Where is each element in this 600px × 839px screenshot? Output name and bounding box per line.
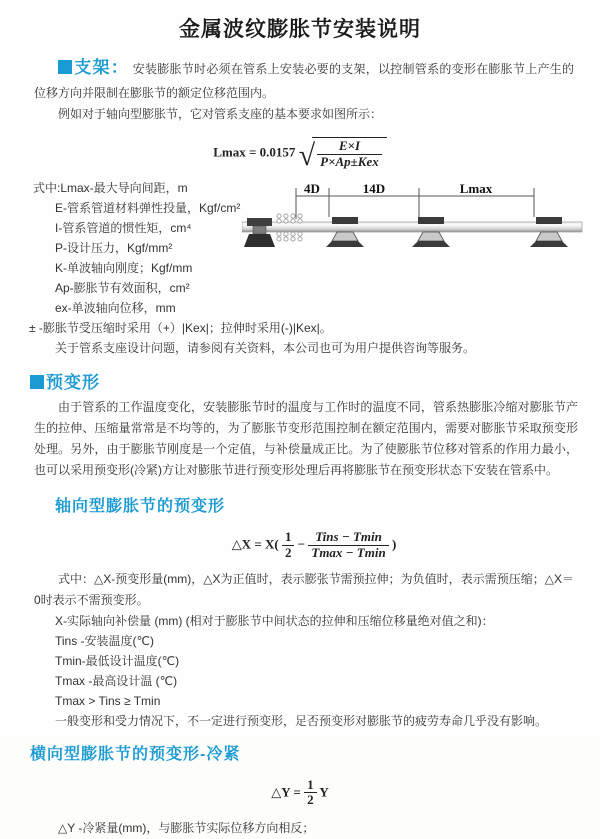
support-example-line: 例如对于轴向型膨胀节，它对管系支座的基本要求如图所示： — [58, 106, 383, 121]
deltay-denominator: 2 — [304, 792, 317, 808]
anchor-support — [244, 218, 275, 247]
preform-heading-label: 预变形 — [46, 372, 100, 392]
preform-section-heading — [30, 368, 600, 393]
definition-line: P-设计压力，Kgf/mm² — [55, 240, 173, 255]
definition-line: ± -膨胀节受压缩时采用（+）|Kex|；拉伸时采用(-)|Kex|。 — [29, 320, 332, 335]
deltax-half-num: 1 — [284, 528, 292, 544]
deltay-rhs: Y — [319, 783, 329, 799]
axial-note-line: 一般变形和受力情况下，不一定进行预变形，足否预变形对膨胀节的疲劳寿命几乎没有影响。 — [55, 713, 548, 728]
deltay-lhs: △Y = — [271, 783, 301, 799]
definitions-and-diagram — [0, 178, 600, 318]
sqrt-radical — [299, 137, 387, 170]
axial-note-line: Tmax > Tins ≥ Tmin — [55, 693, 161, 708]
deltay-formula — [0, 778, 600, 809]
definition-line: 式中:Lmax-最大导向间距，m — [33, 180, 188, 195]
support-section-heading: 支架： — [74, 58, 130, 77]
lmax-formula-denominator: P×Ap±Kex — [317, 154, 382, 170]
page-title: 金属波纹膨胀节安装说明 — [179, 18, 421, 41]
dim-label-lmax: Lmax — [459, 180, 493, 196]
pipe-support-diagram — [242, 181, 598, 283]
dimension-lines — [296, 188, 534, 219]
definition-line: Ap-膨胀节有效面积，cm² — [55, 280, 190, 295]
deltax-half-den: 2 — [282, 545, 295, 561]
lateral-preform-heading: 横向型膨胀节的预变形-冷紧 — [30, 745, 241, 763]
support-intro-text: 安装膨胀节时必须在管系上安装必要的支架，以控制管系的变形在膨胀节上产生的位移方向并限制在膨胀节的额定位移范围内。 — [34, 62, 575, 100]
deltay-numerator: 1 — [307, 776, 314, 792]
axial-note-line: Tmin-最低设计温度(℃) — [55, 653, 180, 668]
deltax-formula — [28, 530, 600, 561]
deltay-note-paragraph: △Y -冷紧量(mm)，与膨胀节实际位移方向相反； — [58, 821, 315, 836]
dim-label-14d: 14D — [362, 180, 386, 196]
deltax-denominator: Tmax − Tmin — [308, 545, 388, 561]
preform-body-paragraph: 由于管系的工作温度变化，安装膨胀节时的温度与工作时的温度不同，管系热膨胀冷缩对膨胀节产生的拉伸、压缩量常常是不均等的，为了膨胀节变形范围控制在额定范围内，需要对膨胀节采取预变形处理。另外，由于膨胀节刚度是一个定值，与补偿量成正比。为了使膨胀节位移对管系的作用力最小，也可以采用预变形(冷紧)方让对膨胀节进行预变形处理后再将膨胀节在预变形状态下安装在管系中。 — [34, 399, 578, 477]
lmax-formula-numerator: E×I — [338, 137, 361, 153]
axial-note-line: X-实际轴向补偿量 (mm) (相对于膨胀节中间状态的拉伸和压缩位移量绝对值之和)： — [55, 613, 494, 628]
section-bullet-icon — [30, 375, 44, 389]
radical-sign: √ — [298, 138, 316, 172]
axial-preform-heading: 轴向型膨胀节的预变形 — [55, 497, 226, 515]
definition-line: ex-单波轴向位移，mm — [55, 300, 176, 315]
lmax-formula-lhs: Lmax = 0.0157 — [213, 144, 296, 160]
support-intro-paragraph — [34, 53, 574, 104]
deltax-lhs: △X = X( — [231, 536, 279, 552]
definition-line: E-管系管道材料弹性投量，Kgf/cm² — [55, 200, 241, 215]
axial-note-line: Tmax -最高设计温 (℃) — [55, 673, 178, 688]
dim-label-4d: 4D — [304, 180, 320, 196]
deltax-where-paragraph: 式中：△X-预变形量(mm)，△X为正值时，表示膨张节需预拉伸；为负值时，表示需预压缩；△X＝0时表示不需预变形。 — [34, 571, 574, 607]
definition-line: K-单波轴向刚度；Kgf/mm — [55, 260, 193, 275]
axial-note-line: Tins -安装温度(℃) — [55, 633, 155, 648]
definition-line: I-管系管道的惯性矩，cm⁴ — [55, 220, 192, 235]
deltax-rhs: ) — [391, 536, 397, 552]
lmax-formula — [0, 137, 600, 170]
definition-line: 关于管系支座设计问题，请参阅有关资料，本公司也可为用户提供咨询等服务。 — [55, 340, 476, 355]
deltax-numerator: Tins − Tmin — [315, 528, 382, 544]
section-bullet-icon — [58, 60, 72, 74]
deltax-operator: − — [297, 536, 306, 552]
